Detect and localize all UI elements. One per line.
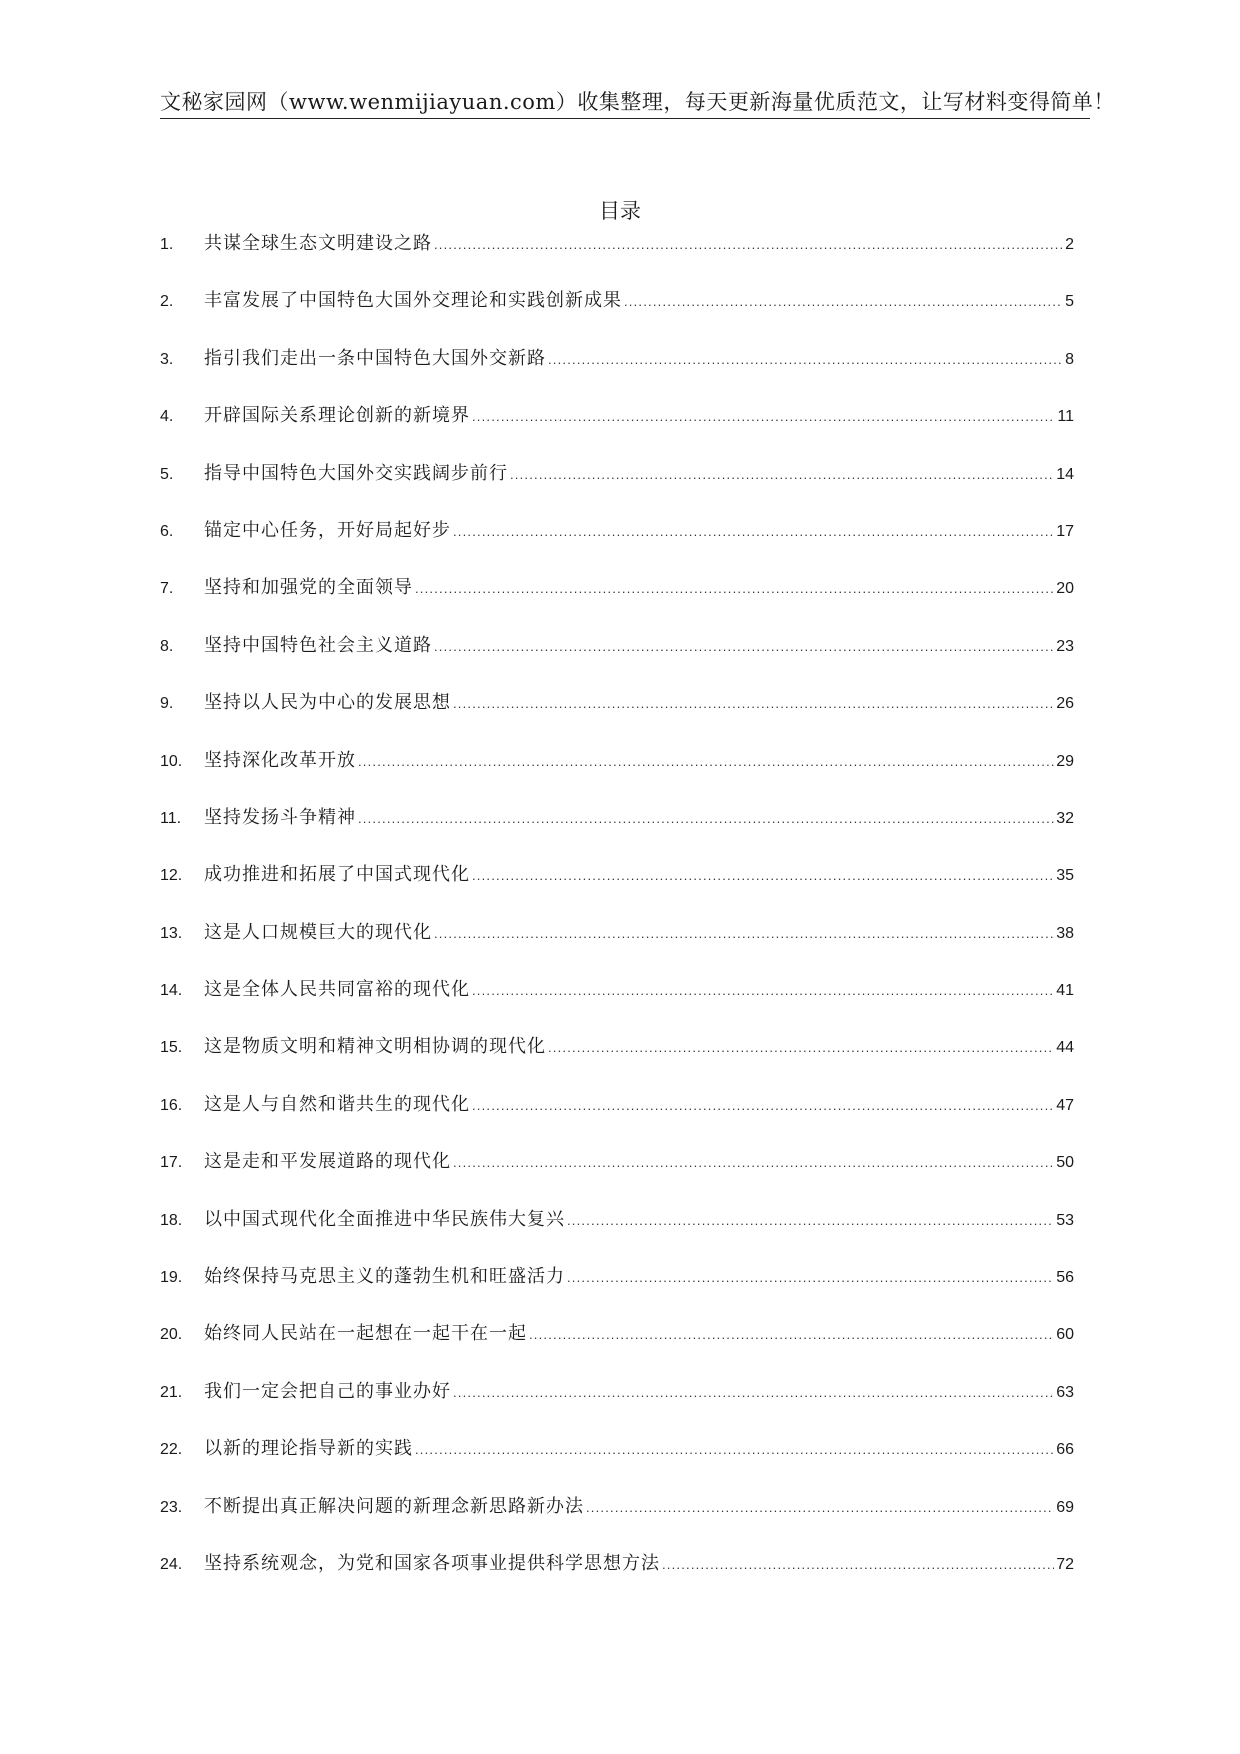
toc-entry-page-number[interactable]: 53: [1056, 1211, 1074, 1229]
toc-entry-title[interactable]: 坚持和加强党的全面领导: [204, 577, 413, 599]
toc-dot-leader: [472, 973, 1054, 1009]
toc-entry-title[interactable]: 以新的理论指导新的实践: [204, 1438, 413, 1460]
toc-dot-leader: [434, 916, 1054, 952]
toc-entry[interactable]: [160, 1202, 1074, 1259]
toc-dot-leader: [453, 514, 1054, 550]
toc-entry-number: 14.: [160, 982, 183, 1000]
toc-entry-page-number[interactable]: 17: [1056, 522, 1074, 540]
toc-entry-number: 20.: [160, 1326, 183, 1344]
toc-entry-number: 5.: [160, 465, 174, 483]
toc-entry-title[interactable]: 指引我们走出一条中国特色大国外交新路: [204, 347, 546, 369]
toc-entry-page-number[interactable]: 38: [1056, 924, 1074, 942]
toc-dot-leader: [358, 801, 1054, 837]
toc-entry-number: 21.: [160, 1383, 183, 1401]
page-header: [160, 86, 1115, 119]
toc-entry-number: 12.: [160, 867, 183, 885]
toc-entry-number: 13.: [160, 924, 183, 942]
toc-entry[interactable]: [160, 1374, 1074, 1431]
toc-entry[interactable]: [160, 283, 1074, 340]
toc-title: 目录: [599, 199, 641, 223]
toc-entry[interactable]: [160, 1029, 1074, 1086]
toc-entry-title[interactable]: 始终同人民站在一起想在一起干在一起: [204, 1323, 527, 1345]
toc-entry-title[interactable]: 成功推进和拓展了中国式现代化: [204, 864, 470, 886]
toc-dot-leader: [434, 227, 1063, 263]
toc-entry-title[interactable]: 坚持以人民为中心的发展思想: [204, 692, 451, 714]
table-of-contents: [160, 226, 1074, 1603]
toc-entry[interactable]: [160, 800, 1074, 857]
toc-dot-leader: [453, 686, 1054, 722]
toc-dot-leader: [567, 1203, 1054, 1239]
toc-entry[interactable]: [160, 398, 1074, 455]
toc-entry-title[interactable]: 丰富发展了中国特色大国外交理论和实践创新成果: [204, 290, 622, 312]
toc-entry[interactable]: [160, 570, 1074, 627]
toc-entry-title[interactable]: 这是全体人民共同富裕的现代化: [204, 979, 470, 1001]
toc-dot-leader: [567, 1260, 1054, 1296]
toc-dot-leader: [529, 1317, 1054, 1353]
toc-entry[interactable]: [160, 857, 1074, 914]
toc-entry-number: 7.: [160, 580, 174, 598]
toc-dot-leader: [510, 457, 1054, 493]
toc-entry-page-number[interactable]: 5: [1065, 293, 1074, 311]
toc-entry-number: 9.: [160, 695, 174, 713]
toc-entry-title[interactable]: 坚持中国特色社会主义道路: [204, 634, 432, 656]
toc-entry-number: 11.: [160, 809, 182, 827]
toc-entry[interactable]: [160, 513, 1074, 570]
toc-dot-leader: [434, 629, 1054, 665]
toc-entry[interactable]: [160, 972, 1074, 1029]
toc-entry[interactable]: [160, 915, 1074, 972]
toc-entry-title[interactable]: 以中国式现代化全面推进中华民族伟大复兴: [204, 1208, 565, 1230]
toc-entry-page-number[interactable]: 63: [1056, 1383, 1074, 1401]
toc-entry-number: 15.: [160, 1039, 183, 1057]
toc-entry[interactable]: [160, 1144, 1074, 1201]
toc-entry-number: 22.: [160, 1441, 183, 1459]
toc-dot-leader: [415, 571, 1054, 607]
toc-entry-page-number[interactable]: 26: [1056, 695, 1074, 713]
toc-entry[interactable]: [160, 685, 1074, 742]
toc-entry-number: 17.: [160, 1154, 183, 1172]
toc-dot-leader: [453, 1375, 1054, 1411]
toc-entry[interactable]: [160, 1431, 1074, 1488]
toc-entry[interactable]: [160, 226, 1074, 283]
toc-dot-leader: [453, 1145, 1054, 1181]
toc-entry-page-number[interactable]: 41: [1056, 982, 1074, 1000]
toc-entry[interactable]: [160, 1546, 1074, 1603]
toc-entry-page-number[interactable]: 69: [1056, 1498, 1074, 1516]
toc-entry-title[interactable]: 这是走和平发展道路的现代化: [204, 1151, 451, 1173]
toc-dot-leader: [415, 1432, 1054, 1468]
toc-dot-leader: [472, 399, 1055, 435]
toc-entry-title[interactable]: 指导中国特色大国外交实践阔步前行: [204, 462, 508, 484]
toc-entry-number: 8.: [160, 637, 174, 655]
toc-entry-title[interactable]: 这是物质文明和精神文明相协调的现代化: [204, 1036, 546, 1058]
toc-entry-title[interactable]: 这是人与自然和谐共生的现代化: [204, 1093, 470, 1115]
toc-entry-page-number[interactable]: 11: [1057, 408, 1074, 426]
toc-entry[interactable]: [160, 628, 1074, 685]
toc-dot-leader: [358, 744, 1054, 780]
toc-entry-page-number[interactable]: 44: [1056, 1039, 1074, 1057]
toc-entry-page-number[interactable]: 14: [1056, 465, 1074, 483]
toc-entry-number: 18.: [160, 1211, 183, 1229]
toc-entry-title[interactable]: 开辟国际关系理论创新的新境界: [204, 405, 470, 427]
toc-dot-leader: [586, 1490, 1054, 1526]
toc-entry-number: 1.: [160, 236, 174, 253]
toc-entry-page-number[interactable]: 32: [1056, 809, 1074, 827]
toc-dot-leader: [472, 1088, 1054, 1124]
toc-entry-page-number[interactable]: 23: [1056, 637, 1074, 655]
toc-entry-title[interactable]: 始终保持马克思主义的蓬勃生机和旺盛活力: [204, 1266, 565, 1288]
toc-entry-number: 23.: [160, 1498, 183, 1516]
toc-entry[interactable]: [160, 341, 1074, 398]
toc-entry-page-number[interactable]: 35: [1056, 867, 1074, 885]
toc-entry-title[interactable]: 不断提出真正解决问题的新理念新思路新办法: [204, 1495, 584, 1517]
toc-entry-title[interactable]: 这是人口规模巨大的现代化: [204, 921, 432, 943]
toc-entry-title[interactable]: 坚持系统观念，为党和国家各项事业提供科学思想方法: [204, 1552, 660, 1574]
toc-entry-page-number[interactable]: 29: [1056, 752, 1074, 770]
toc-entry-number: 6.: [160, 522, 174, 540]
toc-entry-page-number[interactable]: 56: [1056, 1269, 1074, 1287]
toc-entry-page-number[interactable]: 20: [1056, 580, 1074, 598]
toc-dot-leader: [548, 1030, 1054, 1066]
toc-entry-page-number[interactable]: 2: [1065, 236, 1074, 253]
toc-entry-number: 16.: [160, 1096, 183, 1114]
toc-entry-number: 10.: [160, 752, 183, 770]
toc-dot-leader: [472, 858, 1054, 894]
toc-entry[interactable]: [160, 1316, 1074, 1373]
toc-entry-page-number[interactable]: 47: [1056, 1096, 1074, 1114]
toc-entry-number: 4.: [160, 408, 174, 426]
toc-entry-title[interactable]: 坚持深化改革开放: [204, 749, 356, 771]
toc-entry-title[interactable]: 共谋全球生态文明建设之路: [204, 233, 432, 254]
toc-entry-page-number[interactable]: 66: [1056, 1441, 1074, 1459]
toc-entry-title[interactable]: 锚定中心任务，开好局起好步: [204, 519, 451, 541]
toc-entry-number: 2.: [160, 293, 174, 311]
toc-entry-title[interactable]: 我们一定会把自己的事业办好: [204, 1380, 451, 1402]
toc-entry-number: 24.: [160, 1555, 183, 1573]
toc-dot-leader: [548, 342, 1063, 378]
toc-entry-page-number[interactable]: 72: [1056, 1555, 1074, 1573]
toc-entry[interactable]: [160, 743, 1074, 800]
toc-entry-page-number[interactable]: 8: [1065, 350, 1074, 368]
toc-entry-page-number[interactable]: 50: [1056, 1154, 1074, 1172]
toc-entry[interactable]: [160, 456, 1074, 513]
toc-entry-title[interactable]: 坚持发扬斗争精神: [204, 806, 356, 828]
toc-entry-page-number[interactable]: 60: [1056, 1326, 1074, 1344]
toc-entry[interactable]: [160, 1087, 1074, 1144]
header-text: 文秘家园网（www.wenmijiayuan.com）收集整理，每天更新海量优质范文，让写材料变得简单！: [160, 90, 1115, 114]
toc-entry[interactable]: [160, 1489, 1074, 1546]
toc-entry-number: 19.: [160, 1269, 183, 1287]
toc-entry[interactable]: [160, 1259, 1074, 1316]
toc-entry-number: 3.: [160, 350, 174, 368]
toc-dot-leader: [624, 284, 1063, 320]
toc-dot-leader: [662, 1547, 1054, 1583]
